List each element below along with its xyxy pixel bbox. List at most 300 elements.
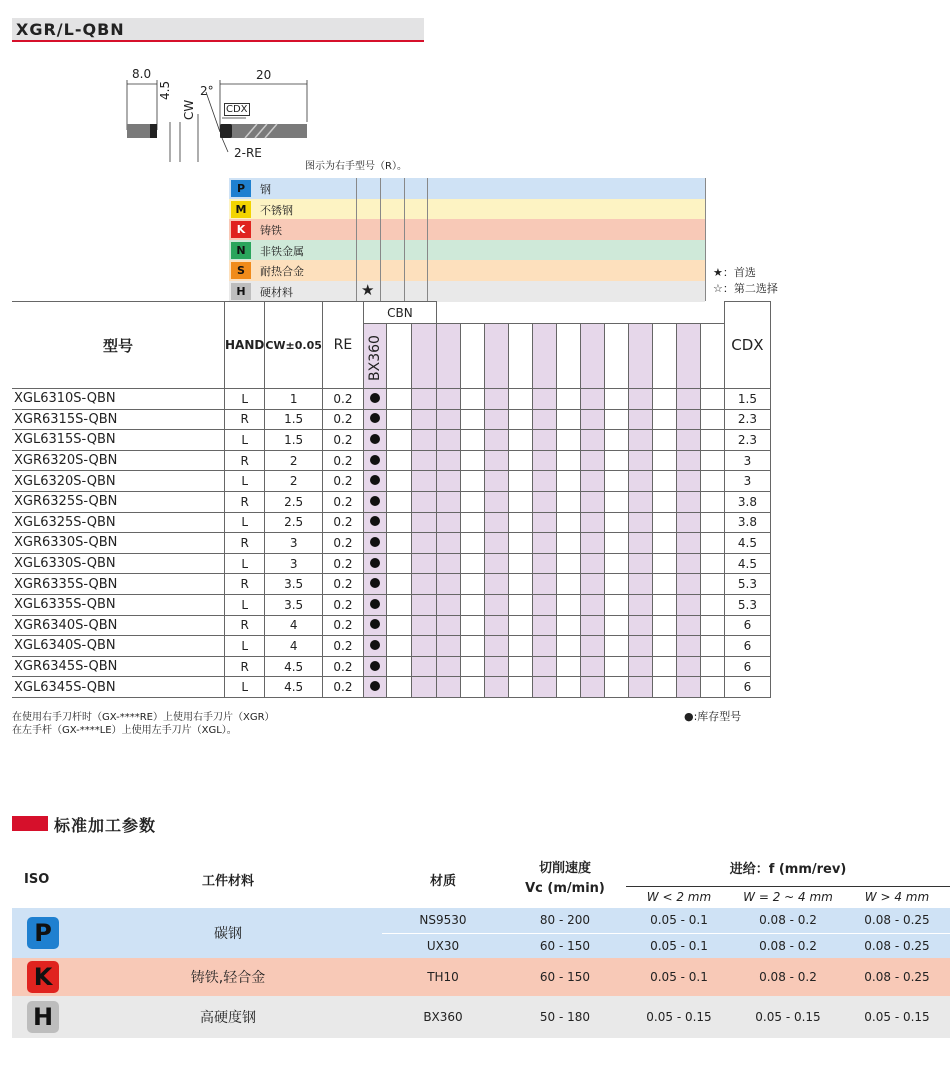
section-marker [12, 816, 48, 831]
cell-empty [628, 450, 652, 471]
cell-cdx: 2.3 [724, 409, 770, 430]
cell-model: XGL6330S-QBN [12, 553, 225, 574]
cell-cdx: 2.3 [724, 430, 770, 451]
cell-re: 0.2 [322, 533, 363, 554]
cell-empty [460, 409, 484, 430]
cell-empty [652, 450, 676, 471]
cell-empty [508, 615, 532, 636]
cell-empty [628, 594, 652, 615]
cell-re: 0.2 [322, 491, 363, 512]
cell-cw: 2 [265, 450, 323, 471]
header-cbn: CBN [363, 302, 436, 324]
cell-model: XGL6340S-QBN [12, 636, 225, 657]
cell-cw: 2.5 [265, 491, 323, 512]
cell-re: 0.2 [322, 512, 363, 533]
cell-hand: L [225, 677, 265, 698]
cell-empty [436, 574, 460, 595]
cell-empty [411, 409, 436, 430]
cell-empty [411, 636, 436, 657]
cell-empty [676, 409, 700, 430]
cell-model: XGL6335S-QBN [12, 594, 225, 615]
cell-f1: 0.05 - 0.1 [626, 933, 732, 958]
cell-empty [484, 636, 508, 657]
cell-empty [508, 553, 532, 574]
cell-empty [508, 450, 532, 471]
cell-model: XGR6330S-QBN [12, 533, 225, 554]
grade-col-header [411, 324, 436, 389]
cell-empty [484, 594, 508, 615]
cell-empty [460, 491, 484, 512]
cell-empty [508, 574, 532, 595]
cell-work: 铸铁,轻合金 [74, 958, 382, 996]
cell-hand: R [225, 491, 265, 512]
cell-empty [460, 450, 484, 471]
iso-badge-k: K [27, 961, 59, 993]
stock-bullet-icon [370, 434, 380, 444]
cell-hand: L [225, 512, 265, 533]
table-row [12, 450, 770, 471]
cell-empty [556, 491, 580, 512]
cell-empty [436, 553, 460, 574]
cell-empty [484, 512, 508, 533]
cell-empty [532, 533, 556, 554]
cell-empty [652, 512, 676, 533]
table-row [12, 512, 770, 533]
cell-speed: 50 - 180 [504, 996, 626, 1038]
cell-cdx: 6 [724, 677, 770, 698]
cell-empty [411, 471, 436, 492]
cell-empty [604, 677, 628, 698]
stock-bullet-icon [370, 661, 380, 671]
material-row-m [229, 199, 705, 220]
cell-empty [652, 430, 676, 451]
header-hand: HAND [225, 302, 265, 389]
table-row [12, 533, 770, 554]
cell-cw: 2 [265, 471, 323, 492]
cell-bx360 [363, 450, 386, 471]
cell-empty [652, 409, 676, 430]
cell-empty [628, 409, 652, 430]
cell-model: XGR6345S-QBN [12, 656, 225, 677]
cell-empty [652, 389, 676, 410]
cell-f1: 0.05 - 0.1 [626, 958, 732, 996]
cell-bx360 [363, 409, 386, 430]
cell-cw: 3 [265, 553, 323, 574]
cell-empty [700, 677, 724, 698]
cell-empty [700, 574, 724, 595]
cell-f3: 0.08 - 0.25 [844, 958, 950, 996]
cell-hand: R [225, 533, 265, 554]
material-label: 钢 [260, 183, 271, 196]
cell-empty [460, 594, 484, 615]
cell-empty [580, 533, 604, 554]
cell-empty [436, 450, 460, 471]
cell-f1: 0.05 - 0.15 [626, 996, 732, 1038]
cell-model: XGR6340S-QBN [12, 615, 225, 636]
cell-empty [508, 430, 532, 451]
cell-empty [532, 615, 556, 636]
cell-empty [386, 491, 411, 512]
cell-hand: R [225, 409, 265, 430]
material-badge: S [231, 262, 251, 279]
table-row [12, 677, 770, 698]
cell-empty [556, 677, 580, 698]
header-w1: W < 2 mm [646, 890, 712, 905]
cell-empty [386, 574, 411, 595]
grid-line [356, 178, 357, 301]
grade-header [363, 324, 386, 389]
cell-grade: BX360 [382, 996, 504, 1038]
cell-empty [604, 615, 628, 636]
cell-empty [508, 636, 532, 657]
cell-empty [628, 533, 652, 554]
grade-col-header [556, 324, 580, 389]
cell-model: XGL6310S-QBN [12, 389, 225, 410]
cell-empty [580, 450, 604, 471]
cell-empty [700, 512, 724, 533]
cell-empty [700, 615, 724, 636]
material-row-n [229, 240, 705, 261]
cell-empty [700, 533, 724, 554]
cell-hand: L [225, 430, 265, 451]
stock-bullet-icon [370, 393, 380, 403]
cell-empty [532, 677, 556, 698]
cell-f2: 0.08 - 0.2 [732, 933, 844, 958]
cell-empty [676, 430, 700, 451]
stock-bullet-icon [370, 578, 380, 588]
section-title: 标准加工参数 [54, 816, 157, 835]
cell-empty [580, 409, 604, 430]
cutting-row [12, 958, 950, 996]
cell-bx360 [363, 491, 386, 512]
cell-empty [580, 594, 604, 615]
cell-empty [604, 574, 628, 595]
cell-grade: UX30 [382, 933, 504, 958]
cell-empty [460, 574, 484, 595]
grade-col-header [628, 324, 652, 389]
cell-empty [460, 533, 484, 554]
cell-empty [628, 574, 652, 595]
cell-empty [386, 636, 411, 657]
preferred-star-icon: ★ [361, 281, 375, 299]
cell-empty [652, 677, 676, 698]
cell-empty [386, 677, 411, 698]
cell-empty [676, 533, 700, 554]
cell-empty [484, 491, 508, 512]
grid-line [427, 178, 428, 301]
cell-empty [436, 491, 460, 512]
drawing-note: 图示为右手型号（R）。 [305, 161, 407, 172]
cell-model: XGL6315S-QBN [12, 430, 225, 451]
table-row [12, 409, 770, 430]
cell-re: 0.2 [322, 409, 363, 430]
cell-empty [386, 615, 411, 636]
cell-empty [556, 389, 580, 410]
grid-line [705, 178, 706, 301]
cell-empty [652, 471, 676, 492]
grade-col-header [484, 324, 508, 389]
stock-bullet-icon [370, 619, 380, 629]
cell-empty [652, 533, 676, 554]
cell-iso [12, 958, 74, 996]
stock-bullet-icon [370, 599, 380, 609]
cell-empty [556, 512, 580, 533]
cell-cw: 3.5 [265, 594, 323, 615]
stock-bullet-icon [370, 413, 380, 423]
cell-empty [484, 553, 508, 574]
cell-empty [508, 656, 532, 677]
cell-bx360 [363, 553, 386, 574]
material-label: 非铁金属 [260, 244, 304, 258]
cell-empty [508, 409, 532, 430]
grade-col-header [676, 324, 700, 389]
cell-cdx: 5.3 [724, 594, 770, 615]
cell-hand: L [225, 553, 265, 574]
cell-empty [460, 553, 484, 574]
cell-empty [436, 615, 460, 636]
table-row [12, 636, 770, 657]
stock-bullet-icon [370, 496, 380, 506]
cell-empty [508, 389, 532, 410]
cell-grade: TH10 [382, 958, 504, 996]
cutting-row [12, 908, 950, 933]
cell-empty [676, 594, 700, 615]
grade-col-header [508, 324, 532, 389]
header-re: RE [322, 302, 363, 389]
cell-cw: 1.5 [265, 409, 323, 430]
cell-empty [652, 574, 676, 595]
cell-empty [700, 656, 724, 677]
header-cw: CW±0.05 [265, 302, 323, 389]
cell-hand: R [225, 656, 265, 677]
cell-empty [604, 430, 628, 451]
material-label: 耐热合金 [260, 265, 304, 279]
dim-20: 20 [256, 68, 272, 82]
cell-model: XGL6325S-QBN [12, 512, 225, 533]
table-row [12, 656, 770, 677]
cell-empty [700, 594, 724, 615]
cell-empty [411, 594, 436, 615]
cell-model: XGR6320S-QBN [12, 450, 225, 471]
cell-grade: NS9530 [382, 908, 504, 933]
table-row [12, 574, 770, 595]
cell-empty [604, 533, 628, 554]
cell-work: 高硬度钢 [74, 996, 382, 1038]
cell-empty [604, 636, 628, 657]
cell-f3: 0.08 - 0.25 [844, 908, 950, 933]
cell-bx360 [363, 594, 386, 615]
cell-empty [676, 615, 700, 636]
cell-cw: 1 [265, 389, 323, 410]
table-row [12, 594, 770, 615]
cell-empty [556, 615, 580, 636]
cell-empty [556, 450, 580, 471]
cell-empty [580, 553, 604, 574]
cell-empty [436, 389, 460, 410]
cell-empty [532, 430, 556, 451]
dim-2deg: 2° [200, 84, 214, 98]
cell-empty [580, 471, 604, 492]
cell-empty [484, 409, 508, 430]
cell-empty [386, 409, 411, 430]
cell-empty [484, 677, 508, 698]
cell-cdx: 5.3 [724, 574, 770, 595]
cell-empty [484, 450, 508, 471]
iso-badge-p: P [27, 917, 59, 949]
cell-re: 0.2 [322, 389, 363, 410]
grade-col-header [604, 324, 628, 389]
material-row-k [229, 219, 705, 240]
cell-re: 0.2 [322, 430, 363, 451]
cell-empty [386, 450, 411, 471]
cell-re: 0.2 [322, 450, 363, 471]
cell-empty [556, 533, 580, 554]
title-bar [12, 18, 424, 40]
cell-cw: 4 [265, 636, 323, 657]
cell-empty [386, 430, 411, 451]
dim-cw: CW [182, 99, 196, 120]
cell-bx360 [363, 656, 386, 677]
material-badge: N [231, 242, 251, 259]
cell-empty [508, 471, 532, 492]
cell-iso [12, 908, 74, 958]
cell-empty [436, 656, 460, 677]
cell-empty [460, 615, 484, 636]
material-badge: P [231, 180, 251, 197]
cell-empty [411, 389, 436, 410]
cell-cw: 4.5 [265, 656, 323, 677]
cell-iso [12, 996, 74, 1038]
cell-empty [604, 409, 628, 430]
cell-empty [628, 553, 652, 574]
cell-empty [676, 636, 700, 657]
material-row-p [229, 178, 705, 199]
header-cdx: CDX [724, 302, 770, 389]
header-speed [504, 850, 626, 908]
cell-empty [484, 615, 508, 636]
stock-legend: ●:库存型号 [684, 710, 742, 723]
cell-empty [628, 656, 652, 677]
cell-empty [484, 430, 508, 451]
cell-empty [604, 512, 628, 533]
header-speed-2: Vc (m/min) [525, 881, 605, 896]
cell-hand: R [225, 450, 265, 471]
table-row [12, 553, 770, 574]
cell-empty [460, 636, 484, 657]
cell-cdx: 6 [724, 636, 770, 657]
cell-empty [436, 409, 460, 430]
cell-empty [580, 512, 604, 533]
cutting-row [12, 996, 950, 1038]
cell-bx360 [363, 636, 386, 657]
cell-re: 0.2 [322, 594, 363, 615]
cell-hand: L [225, 389, 265, 410]
stock-bullet-icon [370, 455, 380, 465]
cell-empty [628, 389, 652, 410]
cell-empty [436, 512, 460, 533]
cell-empty [460, 471, 484, 492]
cell-empty [532, 553, 556, 574]
table-row [12, 471, 770, 492]
cell-bx360 [363, 512, 386, 533]
cell-empty [652, 615, 676, 636]
cell-empty [460, 430, 484, 451]
product-table [12, 301, 771, 698]
cell-empty [508, 491, 532, 512]
material-row-s [229, 260, 705, 281]
cell-empty [532, 594, 556, 615]
note-line2: 在左手杆（GX-****LE）上使用左手刀片（XGL）。 [12, 725, 237, 736]
cell-empty [652, 656, 676, 677]
cell-empty [628, 615, 652, 636]
cell-empty [628, 677, 652, 698]
cell-f2: 0.08 - 0.2 [732, 908, 844, 933]
cell-re: 0.2 [322, 574, 363, 595]
cell-empty [556, 636, 580, 657]
cell-empty [604, 471, 628, 492]
cell-empty [484, 533, 508, 554]
cell-empty [580, 636, 604, 657]
cell-empty [386, 594, 411, 615]
material-badge: H [231, 283, 251, 300]
cell-empty [580, 491, 604, 512]
cell-cdx: 4.5 [724, 533, 770, 554]
header-empty [436, 302, 724, 324]
cell-f3: 0.08 - 0.25 [844, 933, 950, 958]
cell-empty [460, 389, 484, 410]
cell-empty [652, 553, 676, 574]
cell-empty [411, 491, 436, 512]
cell-hand: L [225, 636, 265, 657]
cell-empty [580, 677, 604, 698]
cell-speed: 80 - 200 [504, 908, 626, 933]
cell-empty [386, 512, 411, 533]
cell-speed: 60 - 150 [504, 933, 626, 958]
table-row [12, 491, 770, 512]
cell-hand: R [225, 574, 265, 595]
grade-col-header [460, 324, 484, 389]
cell-empty [580, 615, 604, 636]
material-row-h [229, 281, 705, 302]
grid-line [404, 178, 405, 301]
cell-cw: 4.5 [265, 677, 323, 698]
dim-45: 4.5 [158, 80, 172, 100]
cell-cdx: 6 [724, 656, 770, 677]
stock-bullet-icon [370, 558, 380, 568]
cell-empty [508, 594, 532, 615]
cell-empty [436, 677, 460, 698]
cell-cw: 1.5 [265, 430, 323, 451]
material-label: 硬材料 [260, 286, 293, 299]
cell-empty [508, 533, 532, 554]
cell-f1: 0.05 - 0.1 [626, 908, 732, 933]
cell-cdx: 3 [724, 450, 770, 471]
cell-empty [556, 656, 580, 677]
cell-empty [700, 430, 724, 451]
title-underline [12, 40, 424, 42]
cell-bx360 [363, 389, 386, 410]
cell-cdx: 3 [724, 471, 770, 492]
cell-empty [460, 677, 484, 698]
cell-empty [676, 450, 700, 471]
cell-f2: 0.05 - 0.15 [732, 996, 844, 1038]
cell-cdx: 6 [724, 615, 770, 636]
cell-empty [411, 656, 436, 677]
cell-empty [411, 553, 436, 574]
dim-8: 8.0 [132, 67, 152, 81]
cell-empty [700, 636, 724, 657]
table-row [12, 389, 770, 410]
